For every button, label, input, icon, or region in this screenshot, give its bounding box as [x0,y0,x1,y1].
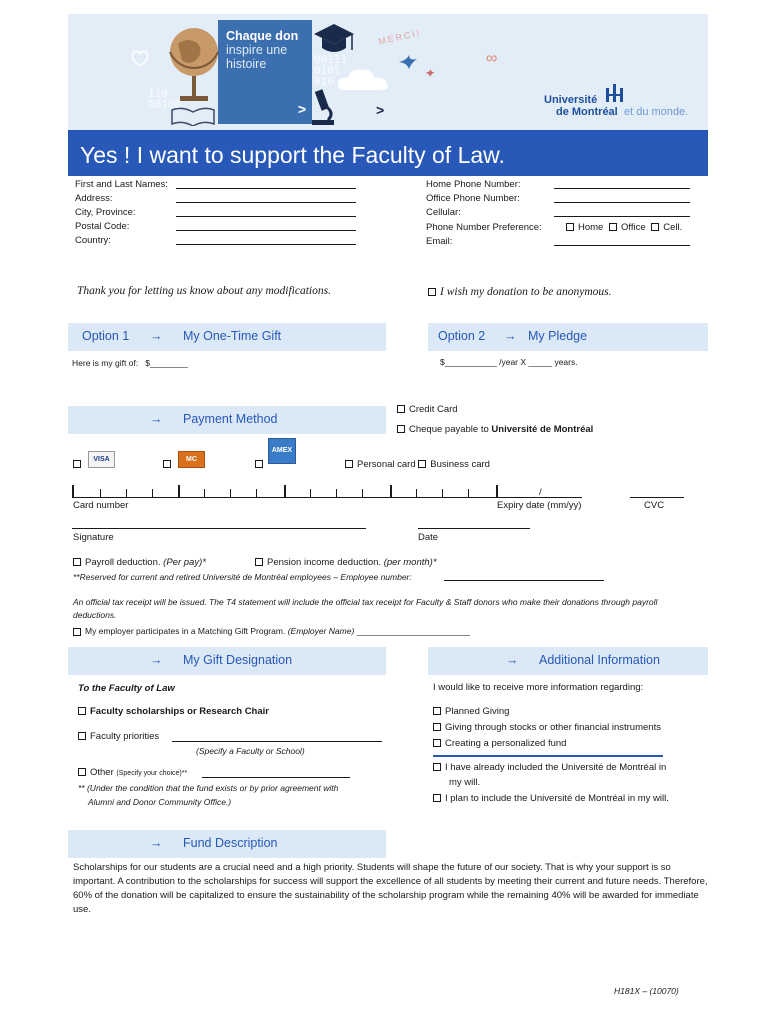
pref-cell-label: Cell. [663,222,683,233]
designation-title: My Gift Designation [183,653,293,667]
planned-giving-option [433,705,509,719]
expiry-label: Expiry date (mm/yy) [497,500,582,511]
mastercard-checkbox[interactable] [163,460,171,468]
employee-number-field[interactable] [444,580,604,581]
scholarships-label: Faculty scholarships or Research Chair [90,706,269,717]
label-phone-pref: Phone Number Preference: [426,222,542,233]
amex-logo: AMEX [268,438,296,464]
payroll-checkbox[interactable] [73,558,81,566]
thank-you-note: Thank you for letting us know about any modifications. [77,285,331,297]
pref-office-label: Office [620,222,646,233]
option2-title: My Pledge [528,329,588,343]
label-country: Country: [75,235,111,246]
cellular-field[interactable] [554,216,690,217]
option1-title: My One-Time Gift [183,329,282,343]
will-included-label: I have already included the Université de Montréal in [445,762,667,773]
arrow-right-icon: → [150,329,163,343]
label-address: Address: [75,193,113,204]
cheque-payee: Université de Montréal [491,424,594,435]
signature-field[interactable] [72,528,366,529]
mastercard-logo: MC [178,451,205,468]
arrow-right-icon: → [150,653,163,667]
gift-text: Here is my gift of: [72,358,139,368]
pledge-years-field[interactable]: _____ [528,357,553,367]
cheque-checkbox[interactable] [397,425,405,433]
binary-decoration-left: 110 00100 [148,87,182,111]
office-phone-field[interactable] [554,202,690,203]
label-postal: Postal Code: [75,221,130,232]
names-field[interactable] [176,188,356,189]
credit-card-option [397,403,458,417]
date-label: Date [418,532,439,543]
label-cellular: Cellular: [426,207,461,218]
payroll-option [73,556,206,570]
stocks-option [433,721,661,735]
payroll-label: Payroll deduction. [85,557,161,568]
card-line-1: Chaque don [226,29,299,43]
city-field[interactable] [176,216,356,217]
pledge-amount-field[interactable]: $___________ [440,357,497,367]
cheque-label: Cheque payable to [409,424,489,435]
pledge-years: years. [554,357,578,367]
additional-info-band [428,647,708,675]
label-home-phone: Home Phone Number: [426,179,521,190]
additional-info-title: Additional Information [539,653,660,667]
chevron-right-icon: > [376,102,385,118]
pref-home-label: Home [578,222,604,233]
home-phone-field[interactable] [554,188,690,189]
will-plan-checkbox[interactable] [433,794,441,802]
card-type-options [345,458,490,472]
email-field[interactable] [554,245,690,246]
payment-title: Payment Method [183,412,278,426]
campaign-card [218,20,312,124]
matching-gift-checkbox[interactable] [73,628,81,636]
pension-option [255,556,437,570]
phone-pref-options [566,221,682,235]
arrow-right-icon: → [150,836,163,850]
cloud-icon [336,66,392,92]
udem-emblem-icon [604,84,626,104]
personalized-fund-label: Creating a personalized fund [445,738,567,749]
credit-card-checkbox[interactable] [397,405,405,413]
employer-name-label: (Employer Name) [287,626,355,636]
bird-icon [398,54,418,70]
matching-gift-option [73,624,470,638]
planned-giving-label: Planned Giving [445,706,510,717]
bird-small-icon [424,68,436,78]
merci-text: MERCI! [377,27,423,47]
gift-amount-field[interactable]: $________ [145,358,188,368]
card-number-field[interactable] [72,486,538,498]
priorities-option [78,730,159,744]
stocks-checkbox[interactable] [433,723,441,731]
to-faculty-heading: To the Faculty of Law [78,683,175,694]
address-field[interactable] [176,202,356,203]
fund-band [68,830,386,858]
priorities-label: Faculty priorities [90,731,160,742]
form-code: H181X – (10070) [614,986,679,996]
scholarships-option [78,705,269,719]
anonymous-checkbox[interactable] [428,288,436,296]
logo-line-1: Université [544,94,598,106]
payment-band [68,406,386,434]
other-checkbox[interactable] [78,768,86,776]
card-number-label: Card number [73,500,129,511]
pledge-per: /year X [499,357,527,367]
cheque-option [397,423,593,437]
postal-field[interactable] [176,230,356,231]
graduation-cap-icon [312,20,356,60]
business-card-checkbox[interactable] [418,460,426,468]
priorities-checkbox[interactable] [78,732,86,740]
pension-checkbox[interactable] [255,558,263,566]
business-card-label: Business card [430,459,490,470]
scholarships-checkbox[interactable] [78,707,86,715]
label-city: City, Province: [75,207,136,218]
anonymous-label: I wish my donation to be anonymous. [440,286,612,298]
date-field[interactable] [418,528,530,529]
microscope-icon [308,86,338,128]
condition-note-1: ** (Under the condition that the fund exists or by prior agreement with [78,783,339,793]
will-included-option [433,761,666,775]
additional-intro: I would like to receive more information regarding: [433,682,644,693]
pref-office-checkbox[interactable] [609,223,617,231]
tax-receipt-note: An official tax receipt will be issued. The T4 statement will include the official tax receipt for Faculty & Staff donors who make their donations through payroll deductions. [73,597,658,620]
personal-card-checkbox[interactable] [345,460,353,468]
other-option [78,766,187,781]
other-field[interactable] [202,777,350,778]
logo-sub: et du monde. [624,106,689,118]
condition-note-2: Alumni and Donor Community Office.) [88,797,232,807]
cvc-field[interactable] [630,497,684,498]
signature-label: Signature [73,532,114,543]
designation-band [68,647,386,675]
stocks-label: Giving through stocks or other financial instruments [445,722,661,733]
expiry-slash: / [539,487,542,498]
infinity-symbol: ∞ [486,50,498,67]
other-specify-note: (Specify your choice)** [116,770,188,777]
country-field[interactable] [176,244,356,245]
option2-label: Option 2 [438,329,486,343]
card-line-2: inspire une [226,43,288,57]
card-line-3: histoire [226,57,267,71]
logo-line-2: de Montréal [556,106,618,118]
option2-band [428,323,708,351]
will-plan-label: I plan to include the Université de Montréal in my will. [445,793,669,804]
personalized-fund-checkbox[interactable] [433,739,441,747]
arrow-right-icon: → [506,653,519,667]
card-arrow: > [297,101,306,117]
page-title: Yes ! I want to support the Faculty of Law. [68,130,708,176]
option1-label: Option 1 [82,329,130,343]
specify-faculty-note: (Specify a Faculty or School) [196,746,305,756]
priorities-field[interactable] [172,741,382,742]
cvc-label: CVC [644,500,665,511]
personalized-fund-option [433,737,566,751]
will-plan-option [433,792,669,806]
employer-name-field[interactable]: ________________________ [356,626,471,636]
binary-decoration-right: 00111 0101 010 [314,53,348,88]
visa-checkbox[interactable] [73,460,81,468]
personal-card-label: Personal card [357,459,416,470]
pref-cell-checkbox[interactable] [651,223,659,231]
arrow-right-icon: → [150,412,163,426]
pension-per-month: (per month)* [383,557,437,568]
banner-image [68,14,708,130]
label-office-phone: Office Phone Number: [426,193,520,204]
label-names: First and Last Names: [75,179,168,190]
divider [433,755,663,757]
option1-band [68,323,386,351]
pension-label: Pension income deduction. [267,557,382,568]
pledge-row [440,355,578,369]
amex-checkbox[interactable] [255,460,263,468]
label-email: Email: [426,236,453,247]
pref-home-checkbox[interactable] [566,223,574,231]
planned-giving-checkbox[interactable] [433,707,441,715]
reserved-note: **Reserved for current and retired Université de Montréal employees – Employee number: [73,572,412,582]
heart-icon [130,50,150,68]
payroll-per-pay: (Per pay)* [163,557,206,568]
will-included-cont: my will. [449,777,481,788]
matching-gift-label: My employer participates in a Matching Gift Program. [85,626,286,636]
fund-title: Fund Description [183,836,278,850]
will-included-checkbox[interactable] [433,763,441,771]
fund-description: Scholarships for our students are a crucial need and a high priority. Students will shape the future of our society. That is why your support is so important. A contribution to the scholarships for success will support the excellence of all students by meeting their current and future needs. Therefore, 60% of the donation will be capitalized to ensure the sustainability of the scholarship program while the remaining 40% will be awarded for immediate use. [73,862,708,915]
anonymous-option [428,285,612,299]
arrow-right-icon: → [504,329,517,343]
gift-amount-row [72,356,188,370]
other-label: Other [90,767,114,778]
visa-logo: VISA [88,451,115,468]
credit-card-label: Credit Card [409,404,458,415]
